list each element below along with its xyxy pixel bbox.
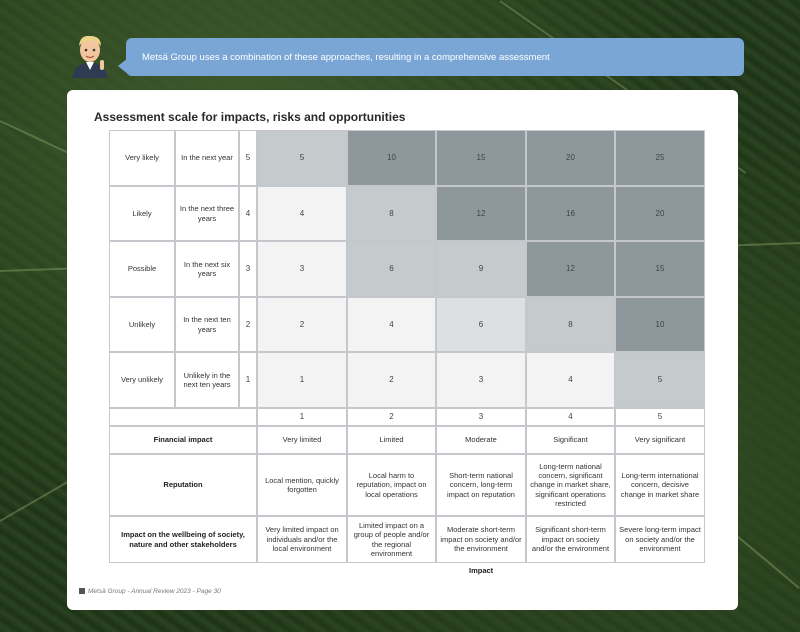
- impact-score-cell: 1: [257, 408, 347, 426]
- matrix-cell: 15: [615, 241, 705, 297]
- impact-score-cell: 4: [526, 408, 615, 426]
- likelihood-timeframe-cell: Unlikely in the next ten years: [175, 352, 239, 408]
- likelihood-label-cell: Very unlikely: [109, 352, 175, 408]
- matrix-cell: 8: [347, 186, 436, 241]
- criteria-label-wellbeing: Impact on the wellbeing of society, nature and other stakeholders: [109, 516, 257, 563]
- footer-text: Metsä Group - Annual Review 2023 - Page 30: [88, 588, 221, 595]
- matrix-cell: 12: [436, 186, 526, 241]
- criteria-cell: Significant: [526, 426, 615, 454]
- likelihood-timeframe-cell: In the next ten years: [175, 297, 239, 352]
- criteria-cell: Moderate: [436, 426, 526, 454]
- matrix-cell: 12: [526, 241, 615, 297]
- document-page: [67, 90, 738, 610]
- impact-score-spacer: [109, 408, 257, 426]
- matrix-cell: 2: [347, 352, 436, 408]
- criteria-cell: Moderate short-term impact on society and/or the environment: [436, 516, 526, 563]
- criteria-cell: Very limited impact on individuals and/or the local environment: [257, 516, 347, 563]
- criteria-cell: Severe long-term impact on society and/or the environment: [615, 516, 705, 563]
- assessment-matrix: [109, 130, 705, 563]
- criteria-cell: Limited impact on a group of people and/or the regional environment: [347, 516, 436, 563]
- matrix-cell: 10: [347, 130, 436, 186]
- matrix-cell: 9: [436, 241, 526, 297]
- matrix-cell: 20: [615, 186, 705, 241]
- likelihood-timeframe-cell: In the next six years: [175, 241, 239, 297]
- likelihood-score-cell: 5: [239, 130, 257, 186]
- likelihood-timeframe-cell: In the next three years: [175, 186, 239, 241]
- matrix-cell: 6: [436, 297, 526, 352]
- metsa-logo-icon: [79, 588, 85, 594]
- criteria-cell: Significant short-term impact on society and/or the environment: [526, 516, 615, 563]
- matrix-cell: 1: [257, 352, 347, 408]
- criteria-cell: Very limited: [257, 426, 347, 454]
- page-footer: [79, 588, 221, 595]
- criteria-cell: Local harm to reputation, impact on local operations: [347, 454, 436, 516]
- criteria-label-reputation: Reputation: [109, 454, 257, 516]
- likelihood-label-cell: Possible: [109, 241, 175, 297]
- matrix-cell: 8: [526, 297, 615, 352]
- criteria-cell: Very significant: [615, 426, 705, 454]
- criteria-cell: Limited: [347, 426, 436, 454]
- impact-score-cell: 3: [436, 408, 526, 426]
- avatar-icon: [66, 30, 114, 78]
- matrix-cell: 2: [257, 297, 347, 352]
- criteria-cell: Local mention, quickly forgotten: [257, 454, 347, 516]
- likelihood-timeframe-cell: In the next year: [175, 130, 239, 186]
- matrix-cell: 20: [526, 130, 615, 186]
- matrix-cell: 3: [436, 352, 526, 408]
- chat-bubble: [126, 38, 744, 76]
- matrix-cell: 6: [347, 241, 436, 297]
- criteria-label-financial: Financial impact: [109, 426, 257, 454]
- matrix-cell: 4: [257, 186, 347, 241]
- chat-message: Metsä Group uses a combination of these approaches, resulting in a comprehensive assessment: [142, 51, 550, 63]
- matrix-cell: 3: [257, 241, 347, 297]
- impact-score-cell: 2: [347, 408, 436, 426]
- matrix-cell: 4: [526, 352, 615, 408]
- matrix-title: Assessment scale for impacts, risks and opportunities: [94, 110, 406, 124]
- likelihood-label-cell: Very likely: [109, 130, 175, 186]
- likelihood-score-cell: 3: [239, 241, 257, 297]
- criteria-cell: Long-term international concern, decisive change in market share: [615, 454, 705, 516]
- criteria-cell: Long-term national concern, significant change in market share, significant operations restricted: [526, 454, 615, 516]
- criteria-cell: Short-term national concern, long-term impact on reputation: [436, 454, 526, 516]
- matrix-cell: 5: [257, 130, 347, 186]
- likelihood-score-cell: 4: [239, 186, 257, 241]
- likelihood-label-cell: Likely: [109, 186, 175, 241]
- matrix-cell: 5: [615, 352, 705, 408]
- matrix-cell: 16: [526, 186, 615, 241]
- matrix-cell: 10: [615, 297, 705, 352]
- likelihood-score-cell: 1: [239, 352, 257, 408]
- matrix-cell: 25: [615, 130, 705, 186]
- likelihood-label-cell: Unlikely: [109, 297, 175, 352]
- matrix-cell: 4: [347, 297, 436, 352]
- matrix-cell: 15: [436, 130, 526, 186]
- impact-score-cell: 5: [615, 408, 705, 426]
- likelihood-score-cell: 2: [239, 297, 257, 352]
- impact-axis-label: Impact: [469, 566, 494, 575]
